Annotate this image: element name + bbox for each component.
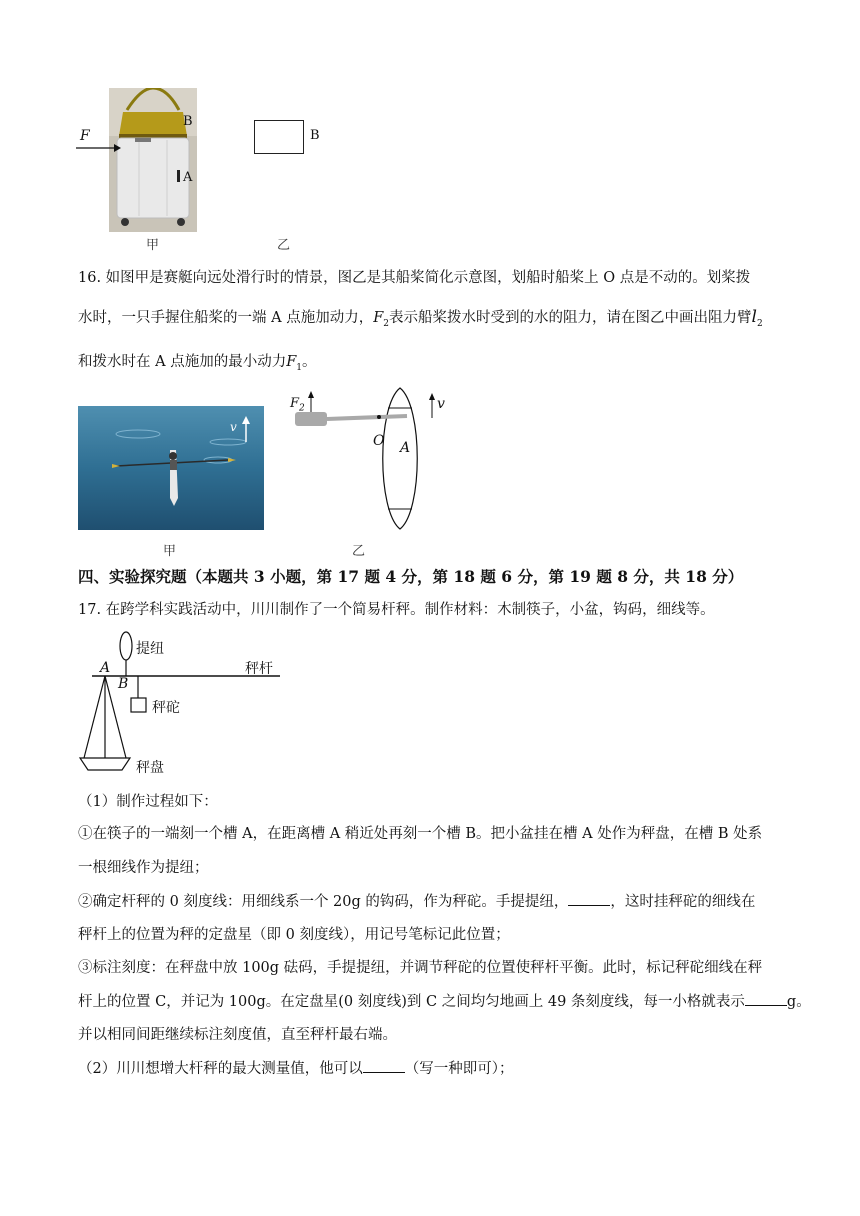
symbol-F2: F — [373, 310, 384, 326]
q17-step3-a: ③标注刻度：在秤盘中放 100g 砝码，手提提纽，并调节秤砣的位置使秤杆平衡。此时，标记秤砣细线在秤 — [78, 960, 763, 976]
section-title: 四、实验探究题（本题共 3 小题，第 17 题 4 分，第 18 题 6 分，第 19 题 8 分，共 18 分） — [78, 567, 744, 586]
caption-yi: 乙 — [277, 238, 291, 253]
label-A: A — [183, 170, 193, 185]
symbol-F2-sub: 2 — [383, 318, 389, 329]
diag-F2-text: F — [290, 396, 300, 411]
q17-sub2-a: （2）川川想增大杆秤的最大测量值，他可以 — [78, 1061, 363, 1077]
caption-jia: 甲 — [146, 238, 160, 253]
answer-blank-3[interactable] — [363, 1058, 405, 1073]
q17-step1-a: ①在筷子的一端刻一个槽 A，在距离槽 A 稍近处再刻一个槽 B。把小盆挂在槽 A 处作为秤盘，在槽 B 处系 — [78, 826, 763, 842]
q17-step3-c: 并以相同间距继续标注刻度值，直至秤杆最右端。 — [78, 1027, 397, 1043]
symbol-l2-sub: 2 — [756, 318, 763, 329]
box-B — [254, 120, 304, 154]
q16-line2 — [78, 307, 763, 334]
q16-photo — [78, 406, 264, 530]
fig-B: B — [118, 676, 129, 692]
q16-line3-b: 。 — [302, 354, 317, 370]
label-B: B — [183, 114, 193, 129]
q17-sub2 — [78, 1058, 513, 1079]
answer-blank-2[interactable] — [745, 991, 787, 1006]
q17-step2-a2: ，这时挂秤砣的细线在 — [610, 894, 756, 910]
q16-line3-a: 和拨水时在 A 点施加的最小动力 — [78, 354, 287, 370]
figure-15 — [70, 86, 330, 256]
diag-F2 — [290, 396, 305, 414]
q17-step3-b1: 杆上的位置 C，并记为 100g。在定盘星(0 刻度线)到 C 之间均匀地画上 49 条刻度线，每一小格就表示 — [78, 994, 745, 1010]
q17-sub2-b: （写一种即可）； — [404, 1061, 514, 1077]
diag-F2-sub: 2 — [299, 403, 305, 414]
q16-line2-a: 水时，一只手握住船桨的一端 A 点施加动力， — [78, 310, 374, 326]
fig-chenggan: 秤杆 — [245, 661, 273, 677]
diag-O: O — [373, 433, 385, 449]
q17-step2-a1: ②确定杆秤的 0 刻度线：用细线系一个 20g 的钩码，作为秤砣。手提提纽， — [78, 894, 569, 910]
steelyard-diagram — [78, 630, 288, 776]
oar-diagram — [285, 386, 445, 531]
q17-step3-b — [78, 991, 811, 1012]
diag-v: v — [437, 396, 445, 412]
symbol-l2: l — [751, 307, 757, 327]
fig-tizu: 提纽 — [136, 641, 164, 657]
suitcase-photo — [109, 88, 197, 232]
q17-sub1: （1）制作过程如下： — [78, 794, 218, 810]
q16-line3 — [78, 352, 317, 378]
fig-chengpan: 秤盘 — [136, 760, 164, 776]
q17-intro: 17. 在跨学科实践活动中，川川制作了一个简易杆秤。制作材料：木制筷子，小盆，钩码，细线等。 — [78, 602, 715, 618]
q16-line2-b: 表示船桨拨水时受到的水的阻力，请在图乙中画出阻力臂 — [389, 310, 752, 326]
diag-A: A — [400, 440, 411, 456]
label-box-B: B — [310, 128, 320, 143]
q17-step1-b: 一根细线作为提纽； — [78, 860, 209, 876]
q16-caption-yi: 乙 — [352, 544, 366, 559]
symbol-F1-sub: 1 — [296, 362, 302, 373]
symbol-F1: F — [286, 354, 297, 370]
label-F: F — [80, 128, 90, 144]
q17-step2-a — [78, 891, 755, 912]
fig-chengtuo: 秤砣 — [152, 700, 180, 716]
q17-step2-b: 秤杆上的位置为秤的定盘星（即 0 刻度线），用记号笔标记此位置； — [78, 927, 510, 943]
q17-step3-b2: g。 — [786, 994, 811, 1010]
q16-line1: 16. 如图甲是赛艇向远处滑行时的情景，图乙是其船桨简化示意图，划船时船桨上 O 点是不动的。划桨拨 — [78, 270, 751, 286]
photo-v-label: v — [230, 420, 237, 434]
answer-blank-1[interactable] — [568, 891, 610, 906]
fig-A: A — [100, 660, 111, 676]
q16-caption-jia: 甲 — [163, 544, 177, 559]
